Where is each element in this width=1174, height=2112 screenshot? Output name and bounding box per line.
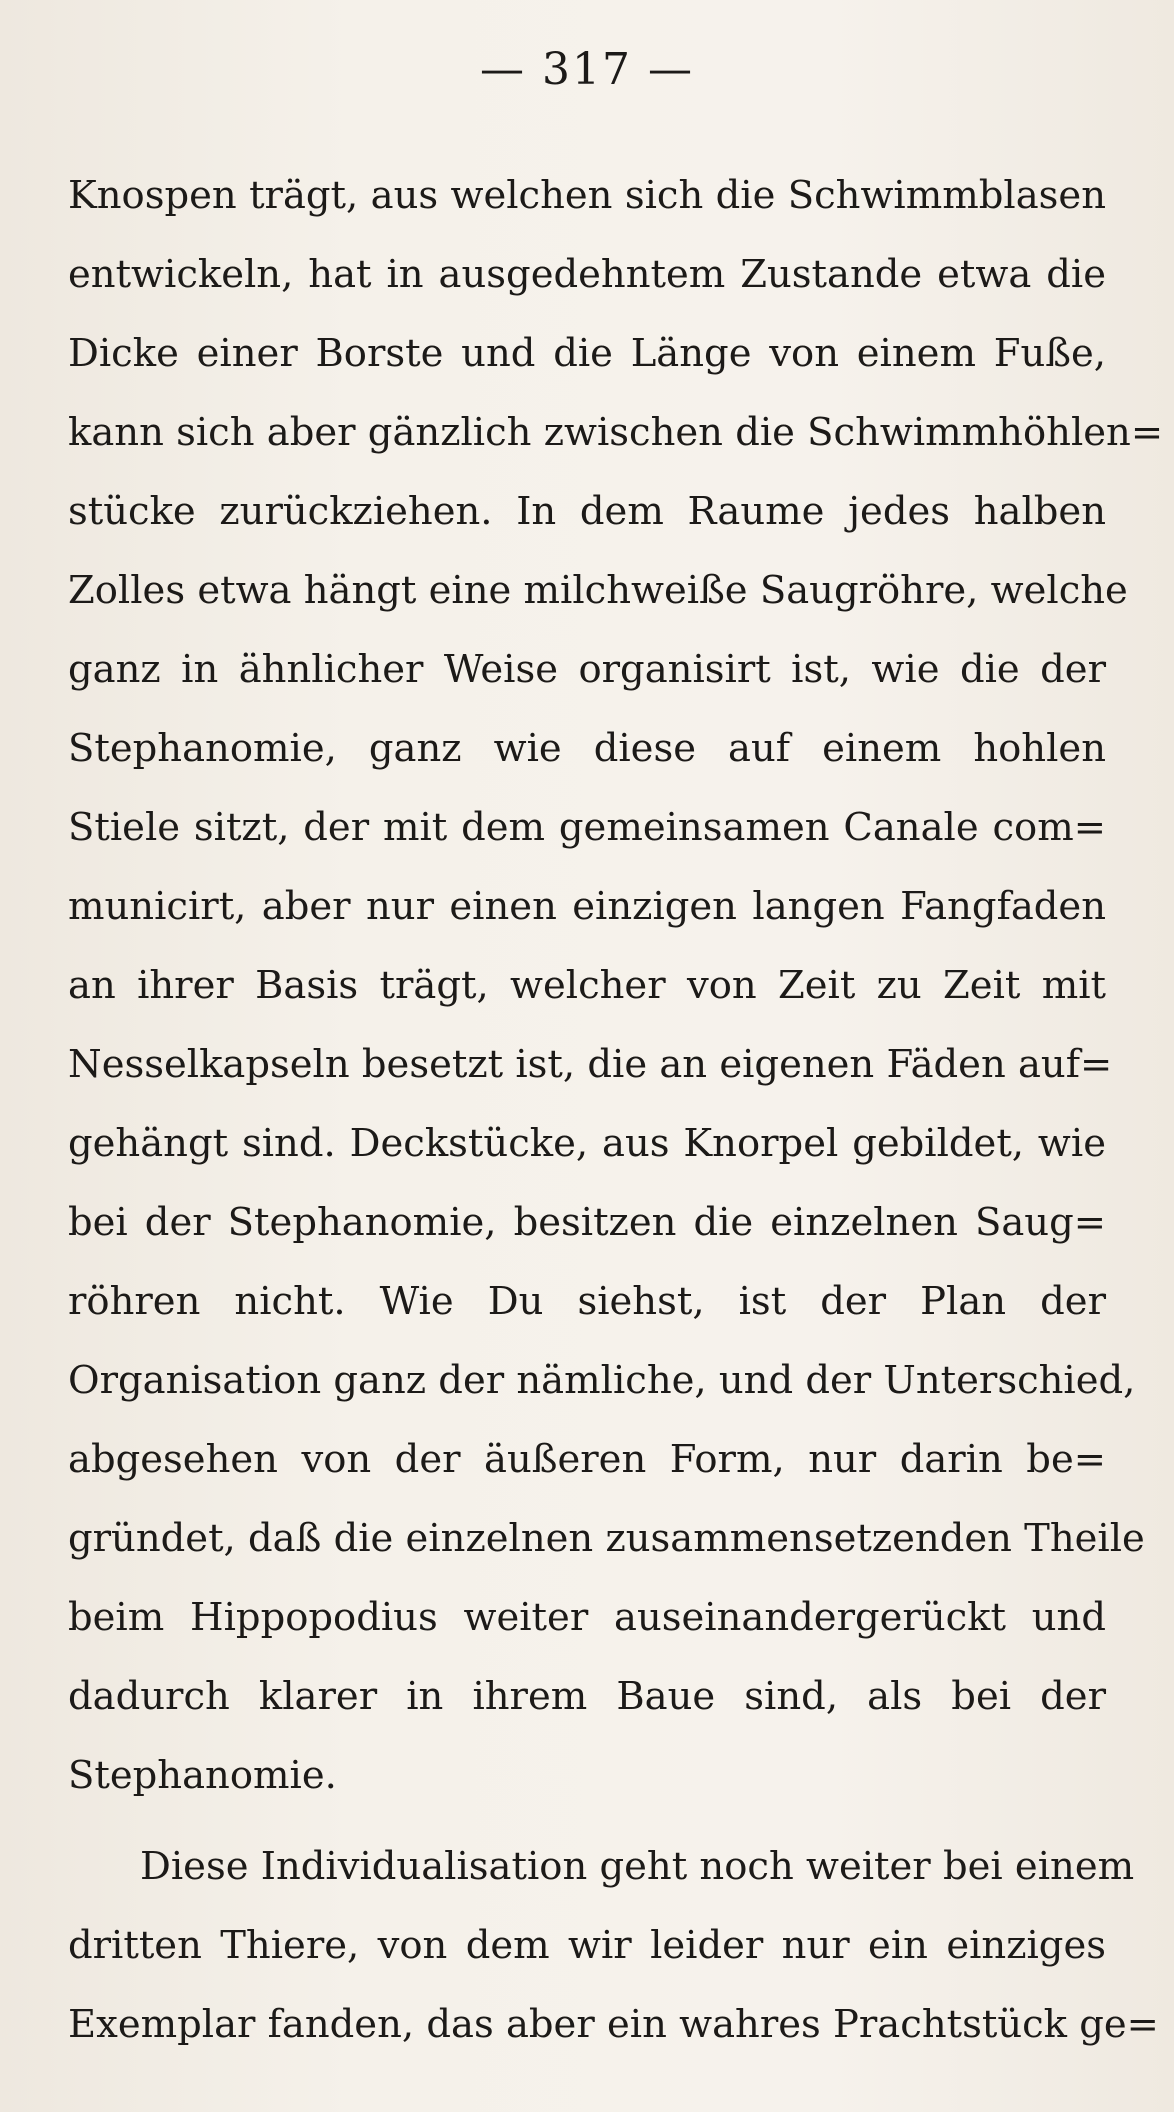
paragraph-1 (68, 156, 1164, 1815)
text-line: gründet, daß die einzelnen zusammensetzenden Theile (68, 1516, 1145, 1561)
text-line: Dicke einer Borste und die Länge von einem Fuße, (68, 331, 1106, 376)
text-line: Knospen trägt, aus welchen sich die Schwimmblasen (68, 173, 1106, 218)
text-line: abgesehen von der äußeren Form, nur darin be= (68, 1437, 1106, 1482)
text-line: dritten Thiere, von dem wir leider nur ein einziges (68, 1923, 1106, 1968)
text-line: ganz in ähnlicher Weise organisirt ist, wie die der (68, 647, 1106, 692)
text-line: Stephanomie, ganz wie diese auf einem hohlen (68, 726, 1106, 771)
text-line: kann sich aber gänzlich zwischen die Schwimmhöhlen= (68, 410, 1164, 455)
text-line: dadurch klarer in ihrem Baue sind, als bei der (68, 1674, 1106, 1719)
text-line: stücke zurückziehen. In dem Raume jedes halben (68, 489, 1106, 534)
text-line: Stiele sitzt, der mit dem gemeinsamen Canale com= (68, 805, 1106, 850)
text-line: entwickeln, hat in ausgedehntem Zustande etwa die (68, 252, 1106, 297)
text-line: gehängt sind. Deckstücke, aus Knorpel gebildet, wie (68, 1121, 1106, 1166)
text-line: municirt, aber nur einen einzigen langen Fangfaden (68, 884, 1106, 929)
text-line: beim Hippopodius weiter auseinandergerückt und (68, 1595, 1106, 1640)
text-line: bei der Stephanomie, besitzen die einzelnen Saug= (68, 1200, 1106, 1245)
text-line: Zolles etwa hängt eine milchweiße Saugröhre, welche (68, 568, 1128, 613)
text-line: Exemplar fanden, das aber ein wahres Prachtstück ge= (68, 2002, 1159, 2047)
text-line: Stephanomie. (68, 1753, 337, 1798)
text-line: Nesselkapseln besetzt ist, die an eigenen Fäden auf= (68, 1042, 1113, 1087)
text-line: Diese Individualisation geht noch weiter bei einem (140, 1844, 1135, 1889)
text-line: Organisation ganz der nämliche, und der Unterschied, (68, 1358, 1136, 1403)
text-line: an ihrer Basis trägt, welcher von Zeit zu Zeit mit (68, 963, 1106, 1008)
page-number: — 317 — (480, 44, 694, 95)
text-line: röhren nicht. Wie Du siehst, ist der Plan der (68, 1279, 1106, 1324)
paragraph-gap (68, 1815, 1106, 1827)
body-text (68, 156, 1164, 2064)
paragraph-2 (68, 1827, 1159, 2064)
